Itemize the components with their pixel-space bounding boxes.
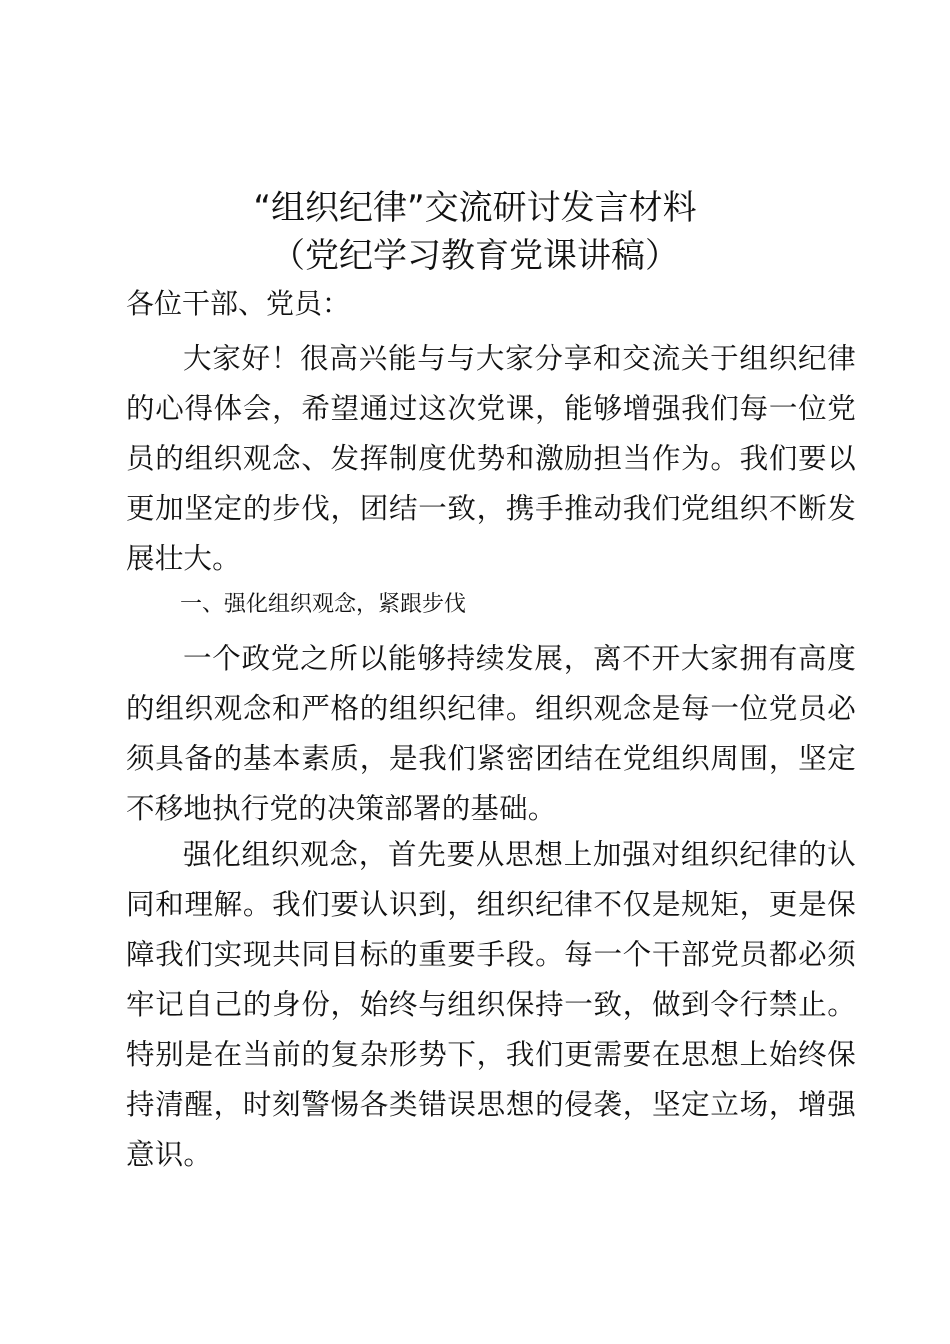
salutation: 各位干部、党员： bbox=[126, 287, 351, 320]
paragraph-opening: 大家好！很高兴能与与大家分享和交流关于组织纪律的心得体会，希望通过这次党课，能够增强我们每一位党员的组织观念、发挥制度优势和激励担当作为。我们要以更加坚定的步伐，团结一致，携手推动我们党组织不断发展壮大。 bbox=[126, 342, 856, 575]
document-subtitle: （党纪学习教育党课讲稿） bbox=[271, 236, 679, 276]
paragraph-body: 强化组织观念，首先要从思想上加强对组织纪律的认同和理解。我们要认识到，组织纪律不仅是规矩，更是保障我们实现共同目标的重要手段。每一个干部党员都必须牢记自己的身份，始终与组织保持一致，做到令行禁止。特别是在当前的复杂形势下，我们更需要在思想上始终保持清醒，时刻警惕各类错误思想的侵袭，坚定立场，增强意识。 bbox=[126, 838, 856, 1171]
paragraph-body: 一个政党之所以能够持续发展，离不开大家拥有高度的组织观念和严格的组织纪律。组织观念是每一位党员必须具备的基本素质，是我们紧密团结在党组织周围，坚定不移地执行党的决策部署的基础。 bbox=[126, 642, 856, 825]
document-title: “组织纪律”交流研讨发言材料 bbox=[253, 188, 697, 228]
section-heading: 一、强化组织观念，紧跟步伐 bbox=[180, 592, 467, 617]
